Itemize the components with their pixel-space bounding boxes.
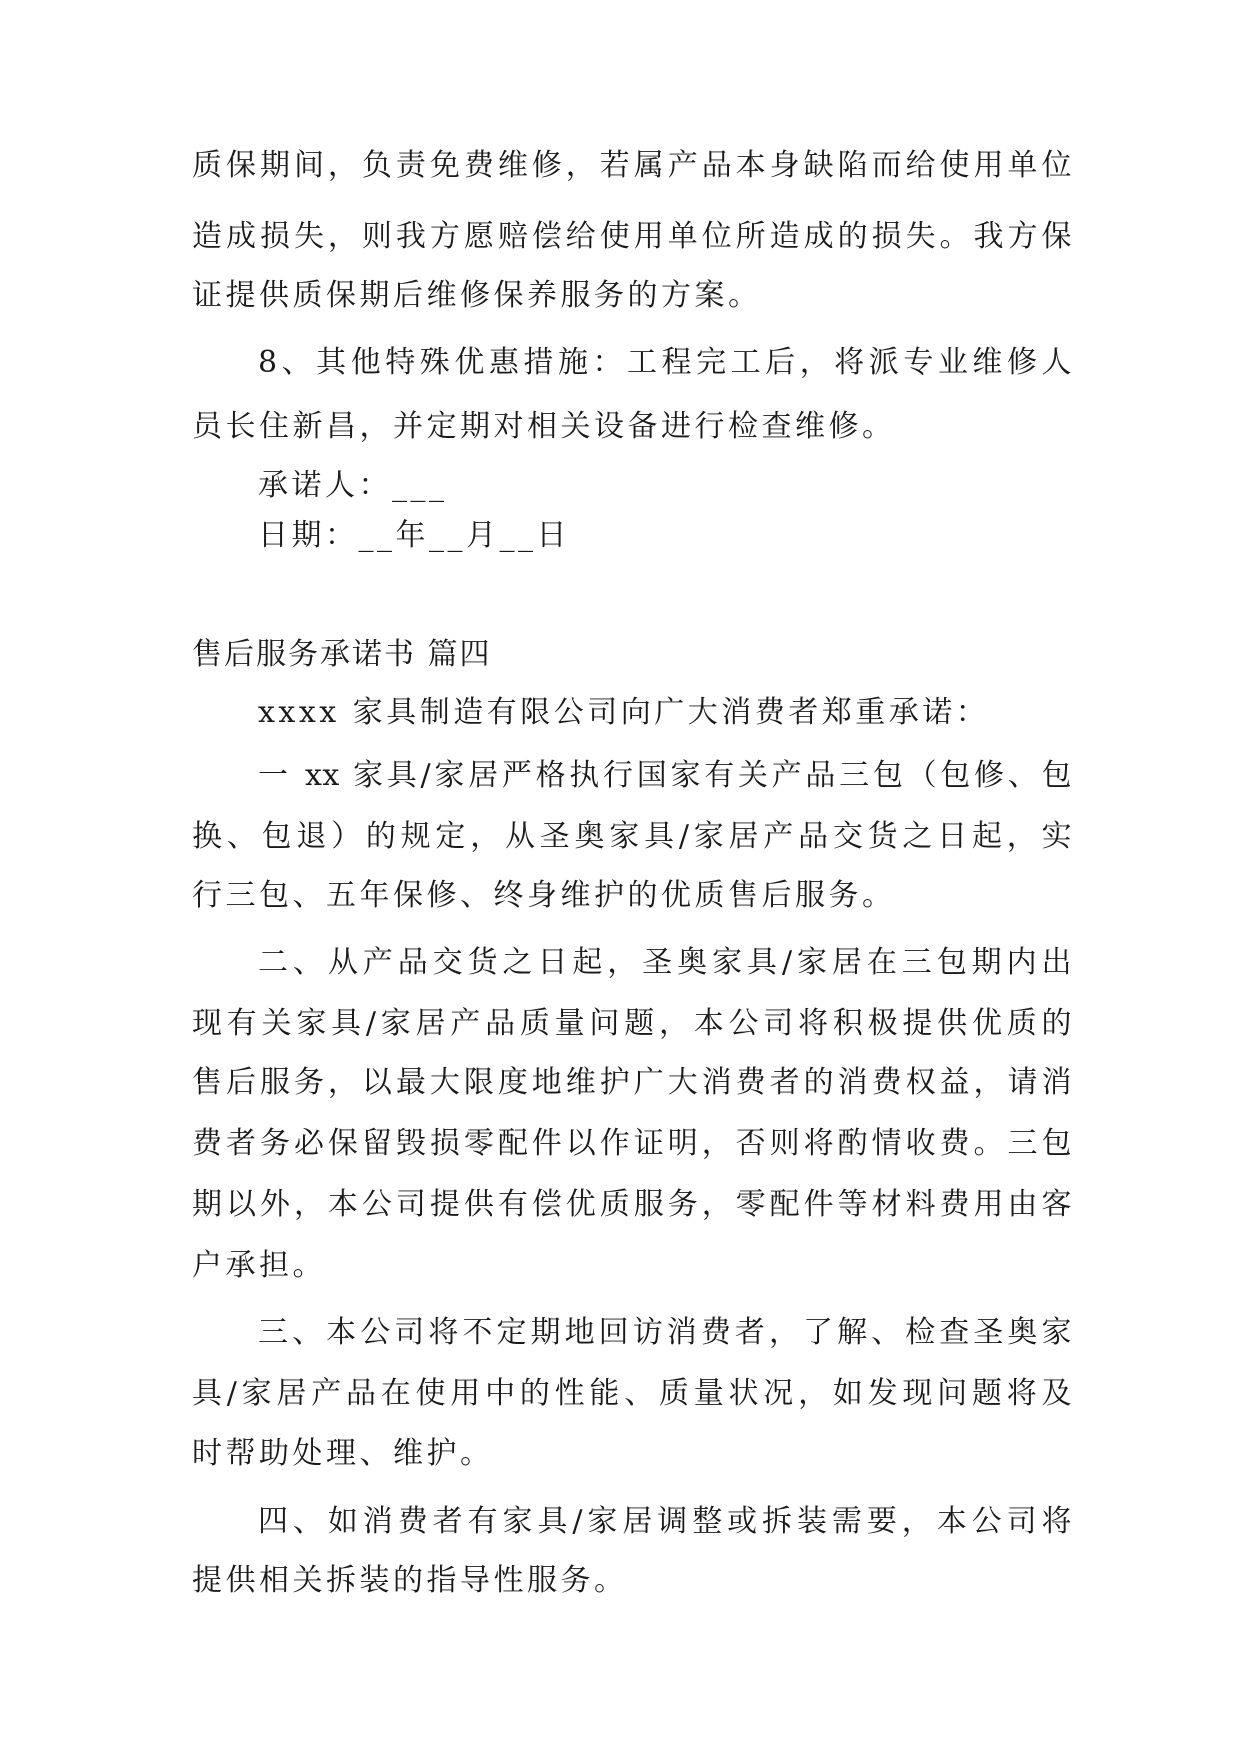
text-line: 户承担。 bbox=[192, 1248, 326, 1283]
signatory-line: 承诺人：___ bbox=[258, 468, 448, 503]
text-line: 员长住新昌，并定期对相关设备进行检查维修。 bbox=[192, 409, 896, 444]
text-line: 二、从产品交货之日起，圣奥家具/家居在三包期内出 bbox=[258, 945, 1072, 980]
text-line: 换、包退）的规定，从圣奥家具/家居产品交货之日起，实 bbox=[192, 819, 1072, 854]
section-heading: 售后服务承诺书 篇四 bbox=[192, 637, 492, 672]
text-line: 时帮助处理、维护。 bbox=[192, 1436, 494, 1471]
text-line: 三、本公司将不定期地回访消费者，了解、检查圣奥家 bbox=[258, 1315, 1072, 1350]
text-line: 提供相关拆装的指导性服务。 bbox=[192, 1563, 628, 1598]
text-line: 售后服务，以最大限度地维护广大消费者的消费权益，请消 bbox=[192, 1065, 1072, 1100]
text-line: 一 xx 家具/家居严格执行国家有关产品三包（包修、包 bbox=[258, 758, 1072, 793]
text-line: 质保期间，负责免费维修，若属产品本身缺陷而给使用单位 bbox=[192, 148, 1072, 183]
text-line: 期以外，本公司提供有偿优质服务，零配件等材料费用由客 bbox=[192, 1187, 1072, 1222]
text-line: 8、其他特殊优惠措施：工程完工后，将派专业维修人 bbox=[258, 345, 1072, 380]
text-line: xxxx 家具制造有限公司向广大消费者郑重承诺： bbox=[258, 695, 990, 730]
text-line: 费者务必保留毁损零配件以作证明，否则将酌情收费。三包 bbox=[192, 1126, 1072, 1161]
text-line: 证提供质保期后维修保养服务的方案。 bbox=[192, 278, 762, 313]
text-line: 四、如消费者有家具/家居调整或拆装需要，本公司将 bbox=[258, 1504, 1072, 1539]
date-line: 日期：__年__月__日 bbox=[258, 518, 570, 553]
text-line: 行三包、五年保修、终身维护的优质售后服务。 bbox=[192, 878, 896, 913]
text-line: 具/家居产品在使用中的性能、质量状况，如发现问题将及 bbox=[192, 1376, 1072, 1411]
text-line: 造成损失，则我方愿赔偿给使用单位所造成的损失。我方保 bbox=[192, 219, 1072, 254]
text-line: 现有关家具/家居产品质量问题，本公司将积极提供优质的 bbox=[192, 1006, 1072, 1041]
